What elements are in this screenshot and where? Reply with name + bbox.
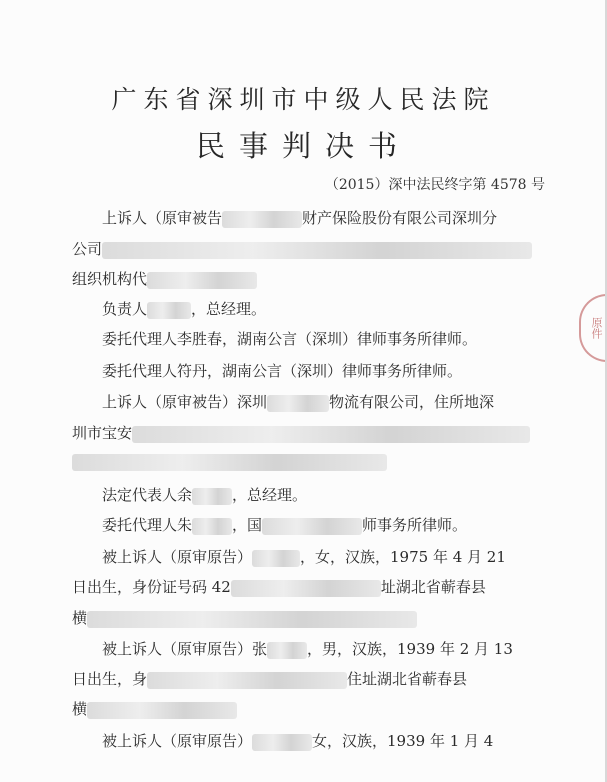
- redacted-block: [252, 734, 312, 751]
- stamp-text: 原件: [590, 317, 603, 339]
- appellee-1-line: [102, 546, 506, 567]
- text-segment: 女，汉族，1939 年 1 月 4: [312, 732, 494, 750]
- text-segment: ，总经理。: [232, 486, 308, 504]
- redacted-block: [147, 272, 257, 289]
- text-segment: 组织机构代: [72, 270, 148, 288]
- redacted-block: [267, 642, 307, 659]
- text-segment: 委托代理人李胜春，湖南公言（深圳）律师事务所律师。: [102, 330, 478, 348]
- redacted-block: [267, 395, 329, 412]
- org-code-line: [72, 268, 257, 289]
- redacted-block: [222, 211, 302, 228]
- text-segment: 财产保险股份有限公司深圳分: [302, 209, 498, 227]
- text-segment: 被上诉人（原审原告）: [102, 548, 253, 566]
- appellant-2-line: [102, 391, 494, 412]
- text-segment: 委托代理人朱: [102, 516, 193, 534]
- text-segment: 日出生，身份证号码 42: [72, 578, 231, 596]
- appellee-1-id-line: [72, 576, 486, 597]
- text-segment: 委托代理人符丹，湖南公言（深圳）律师事务所律师。: [102, 362, 463, 380]
- agent-zhu-line: [102, 514, 467, 535]
- legal-rep-line: [102, 484, 307, 505]
- agent-fu-line: [102, 360, 462, 381]
- appellant-1-line: [102, 207, 497, 228]
- redacted-block: [231, 580, 381, 597]
- appellant-1-line-2: [72, 238, 532, 259]
- court-seal-stamp: [579, 294, 607, 362]
- appellant-2-address-line: [72, 422, 530, 443]
- text-segment: 被上诉人（原审原告）张: [102, 640, 268, 658]
- redacted-block: [72, 454, 387, 471]
- text-segment: ，男，汉族，1939 年 2 月 13: [307, 640, 513, 658]
- appellee-3-line: [102, 730, 493, 751]
- redacted-block: [252, 550, 300, 567]
- appellee-2-id-line: [72, 668, 467, 689]
- responsible-person-line: [102, 298, 266, 319]
- appellant-2-address-line-2: [72, 452, 387, 471]
- appellee-2-line: [102, 638, 513, 659]
- text-segment: 负责人: [102, 300, 148, 318]
- redacted-block: [87, 702, 237, 719]
- text-segment: ，女，汉族，1975 年 4 月 21: [300, 548, 506, 566]
- text-segment: 被上诉人（原审原告）: [102, 732, 253, 750]
- text-segment: 日出生，身: [72, 670, 148, 688]
- text-segment: 横: [72, 700, 88, 718]
- appellee-2-address-line: [72, 698, 237, 719]
- appellee-1-address-line: [72, 607, 417, 628]
- redacted-block: [192, 518, 232, 535]
- redacted-block: [262, 518, 362, 535]
- document-type-title: 民事判决书: [195, 129, 411, 163]
- text-segment: 住址湖北省蕲春县: [347, 670, 468, 688]
- case-number: （2015）深中法民终字第 4578 号: [324, 177, 545, 193]
- court-name: 广东省深圳市中级人民法院: [111, 85, 496, 114]
- agent-li-line: [102, 328, 477, 349]
- text-segment: ，国: [232, 516, 263, 534]
- redacted-block: [102, 242, 532, 259]
- redacted-block: [147, 672, 347, 689]
- text-segment: 法定代表人余: [102, 486, 193, 504]
- text-segment: 圳市宝安: [72, 424, 133, 442]
- redacted-block: [192, 488, 232, 505]
- text-segment: 址湖北省蕲春县: [380, 578, 486, 596]
- text-segment: ，总经理。: [191, 300, 267, 318]
- text-segment: 物流有限公司，住所地深: [329, 393, 495, 411]
- text-segment: 上诉人（原审被告）深圳: [102, 393, 268, 411]
- text-segment: 上诉人（原审被告: [102, 209, 223, 227]
- redacted-block: [87, 611, 417, 628]
- redacted-block: [132, 426, 530, 443]
- text-segment: 横: [72, 609, 88, 627]
- redacted-block: [147, 302, 191, 319]
- text-segment: 公司: [72, 240, 103, 258]
- text-segment: 师事务所律师。: [362, 516, 468, 534]
